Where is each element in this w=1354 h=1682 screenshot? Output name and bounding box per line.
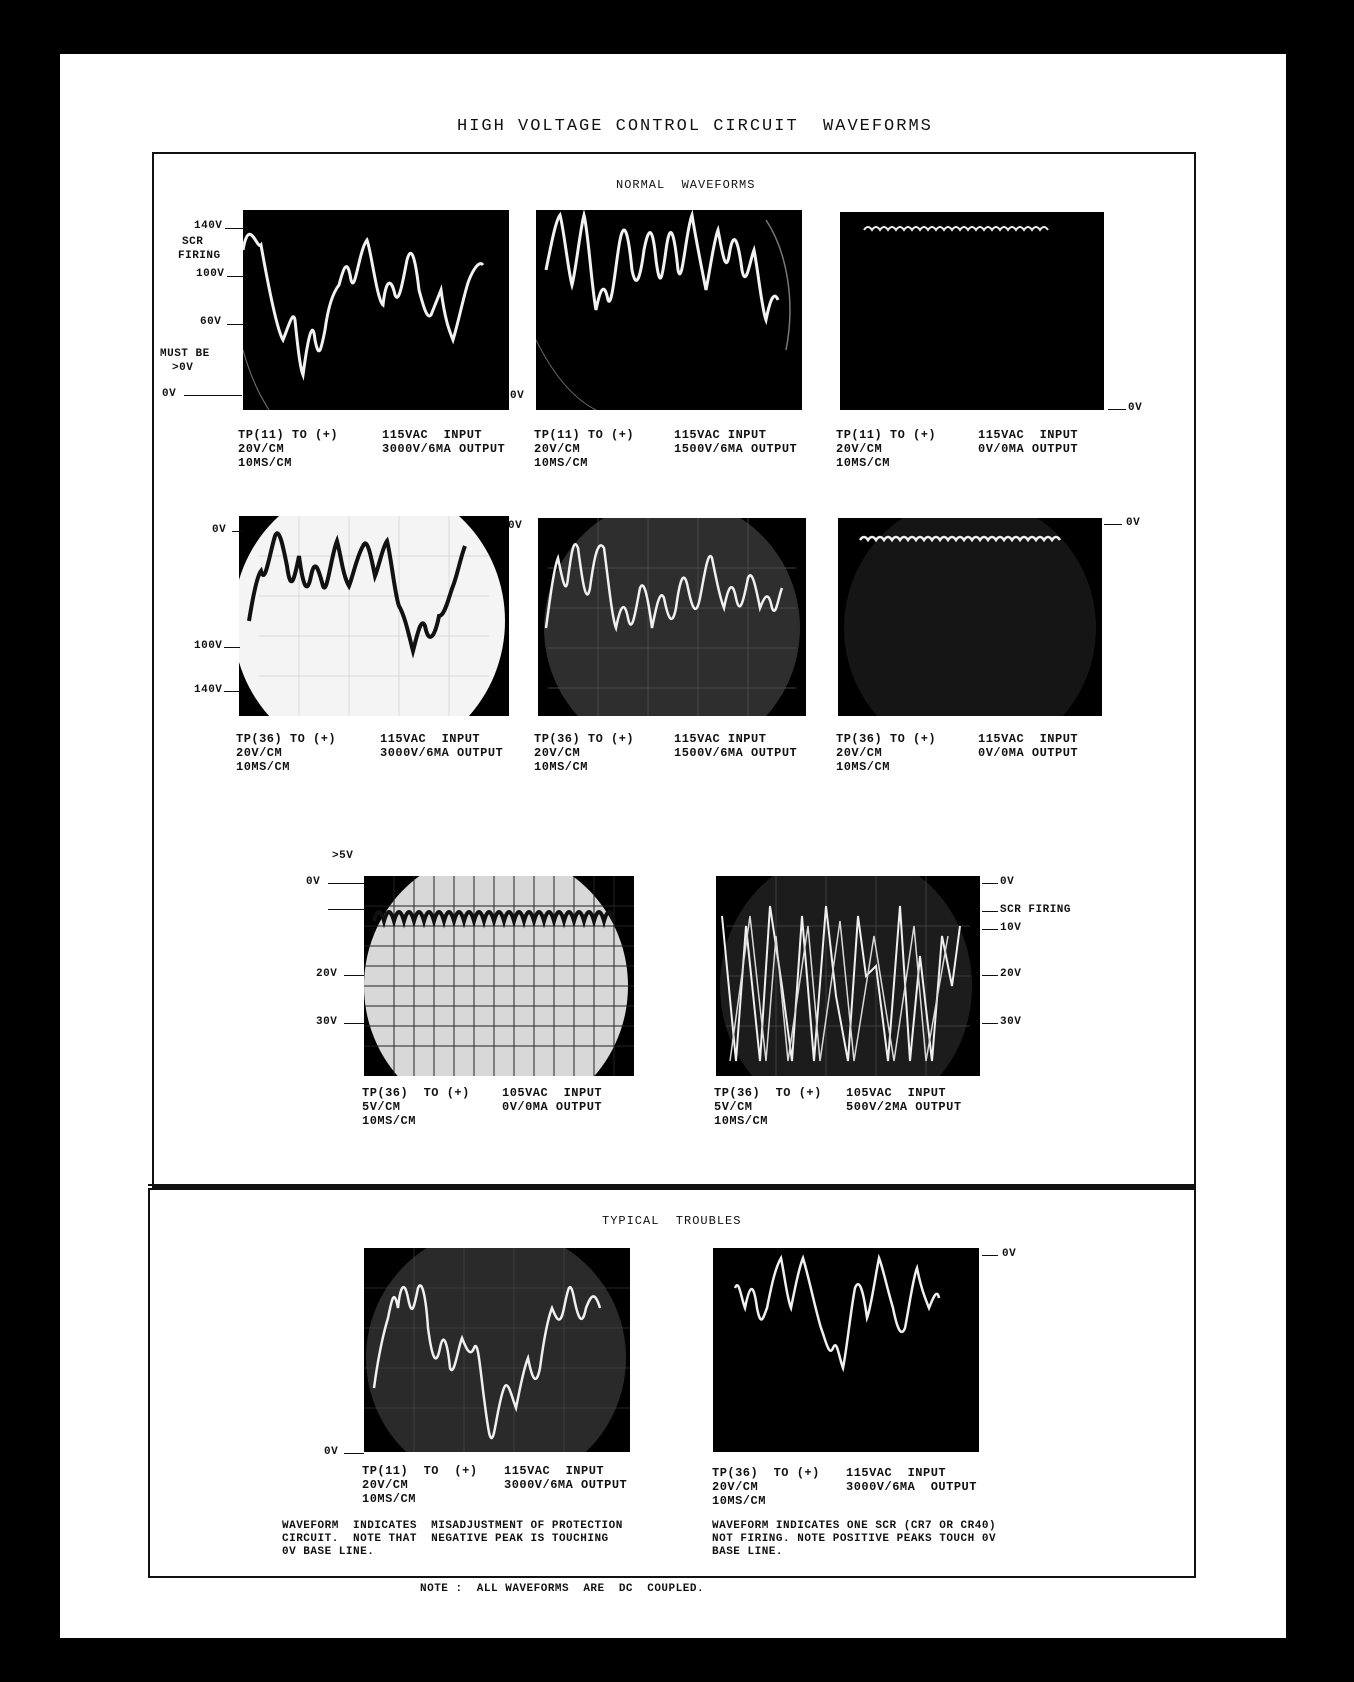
scope8-label-20v: 20V — [1000, 968, 1022, 980]
tick — [224, 691, 240, 692]
scope6-label-0v: 0V — [1126, 517, 1141, 529]
troubles-section-title: TYPICAL TROUBLES — [602, 1214, 742, 1228]
tick — [224, 647, 240, 648]
scope6-caption-left: TP(36) TO (+) 20V/CM 10MS/CM — [836, 732, 937, 774]
document-page — [60, 54, 1286, 1638]
tick — [982, 911, 998, 912]
waveform-trace — [239, 516, 509, 716]
scope8-label-scr-firing: SCR FIRING — [1000, 904, 1072, 916]
normal-section-title: NORMAL WAVEFORMS — [616, 178, 756, 192]
scope8-caption-left: TP(36) TO (+) 5V/CM 10MS/CM — [714, 1086, 822, 1128]
scope1-caption-left: TP(11) TO (+) 20V/CM 10MS/CM — [238, 428, 339, 470]
waveform-trace — [364, 1248, 630, 1452]
scope2-caption-left: TP(11) TO (+) 20V/CM 10MS/CM — [534, 428, 635, 470]
scope8-label-0v: 0V — [1000, 876, 1015, 888]
scope3-caption-left: TP(11) TO (+) 20V/CM 10MS/CM — [836, 428, 937, 470]
scope3-caption-right: 115VAC INPUT 0V/0MA OUTPUT — [978, 428, 1079, 456]
tick — [232, 531, 242, 532]
tick — [184, 395, 242, 396]
scope-waveform-2 — [536, 210, 802, 410]
scope2-label-0v: 0V — [510, 390, 525, 402]
waveform-trace — [364, 876, 634, 1076]
tick — [982, 1255, 998, 1256]
scope5-label-0v: 0V — [508, 520, 523, 532]
scope4-label-100v: 100V — [194, 640, 223, 652]
waveform-trace — [243, 210, 509, 410]
tick — [225, 228, 243, 229]
scope1-label-140v: 140V — [194, 220, 223, 232]
scope1-label-scr: SCR — [182, 236, 204, 248]
scope4-caption-right: 115VAC INPUT 3000V/6MA OUTPUT — [380, 732, 504, 760]
trouble1-caption-right: 115VAC INPUT 3000V/6MA OUTPUT — [504, 1464, 628, 1492]
tick — [1108, 409, 1126, 410]
scope7-label-0v: 0V — [306, 876, 321, 888]
scope7-label-gt-5v: >5V — [332, 850, 354, 862]
tick — [344, 1023, 364, 1024]
scope4-caption-left: TP(36) TO (+) 20V/CM 10MS/CM — [236, 732, 337, 774]
scope8-label-10v: 10V — [1000, 922, 1022, 934]
scope1-label-0v: 0V — [162, 388, 177, 400]
waveform-trace — [716, 876, 980, 1076]
waveform-trace — [536, 210, 802, 410]
scope8-label-30v: 30V — [1000, 1016, 1022, 1028]
scope-waveform-1 — [243, 210, 509, 410]
scope1-caption-right: 115VAC INPUT 3000V/6MA OUTPUT — [382, 428, 506, 456]
trouble1-label-0v: 0V — [324, 1446, 339, 1458]
scope5-caption-left: TP(36) TO (+) 20V/CM 10MS/CM — [534, 732, 635, 774]
scope6-caption-right: 115VAC INPUT 0V/0MA OUTPUT — [978, 732, 1079, 760]
waveform-trace — [840, 212, 1104, 410]
scope4-label-140v: 140V — [194, 684, 223, 696]
scope5-caption-right: 115VAC INPUT 1500V/6MA OUTPUT — [674, 732, 798, 760]
tick — [982, 929, 998, 930]
scope-waveform-8 — [716, 876, 980, 1076]
scope3-label-0v: 0V — [1128, 402, 1143, 414]
trouble2-caption-left: TP(36) TO (+) 20V/CM 10MS/CM — [712, 1466, 820, 1508]
scope2-caption-right: 115VAC INPUT 1500V/6MA OUTPUT — [674, 428, 798, 456]
tick — [1104, 524, 1122, 525]
tick — [328, 883, 364, 884]
scope8-caption-right: 105VAC INPUT 500V/2MA OUTPUT — [846, 1086, 962, 1114]
tick — [227, 276, 243, 277]
tick — [982, 883, 998, 884]
waveform-trace — [538, 518, 806, 716]
scope-waveform-7 — [364, 876, 634, 1076]
trouble1-caption-left: TP(11) TO (+) 20V/CM 10MS/CM — [362, 1464, 478, 1506]
scope7-label-30v: 30V — [316, 1016, 338, 1028]
trouble2-label-0v: 0V — [1002, 1248, 1017, 1260]
waveform-trace — [838, 518, 1102, 716]
section-divider — [148, 1184, 1194, 1186]
tick — [982, 975, 998, 976]
scope1-label-60v: 60V — [200, 316, 222, 328]
scope1-label-must-be: MUST BE — [160, 348, 210, 360]
scope-waveform-5 — [538, 518, 806, 716]
scope-waveform-6 — [838, 518, 1102, 716]
scope1-label-gt-0v: >0V — [172, 362, 194, 374]
scope-waveform-4 — [239, 516, 509, 716]
tick — [227, 324, 243, 325]
trouble2-caption-right: 115VAC INPUT 3000V/6MA OUTPUT — [846, 1466, 977, 1494]
trouble2-note: WAVEFORM INDICATES ONE SCR (CR7 OR CR40) NOT FIRING. NOTE POSITIVE PEAKS TOUCH 0V BASE LINE. — [712, 1520, 997, 1558]
scope1-label-firing: FIRING — [178, 250, 221, 262]
scope4-label-0v: 0V — [212, 524, 227, 536]
waveform-trace — [713, 1248, 979, 1452]
scope-waveform-3 — [840, 212, 1104, 410]
scope7-caption-right: 105VAC INPUT 0V/0MA OUTPUT — [502, 1086, 603, 1114]
page-title: HIGH VOLTAGE CONTROL CIRCUIT WAVEFORMS — [457, 117, 933, 136]
trouble-waveform-1 — [364, 1248, 630, 1452]
scope7-caption-left: TP(36) TO (+) 5V/CM 10MS/CM — [362, 1086, 470, 1128]
trouble-waveform-2 — [713, 1248, 979, 1452]
scope7-label-20v: 20V — [316, 968, 338, 980]
tick — [344, 1453, 364, 1454]
tick — [328, 909, 364, 910]
tick — [344, 975, 364, 976]
tick — [982, 1023, 998, 1024]
footnote: NOTE : ALL WAVEFORMS ARE DC COUPLED. — [420, 1583, 705, 1595]
trouble1-note: WAVEFORM INDICATES MISADJUSTMENT OF PROTECTION CIRCUIT. NOTE THAT NEGATIVE PEAK IS TOUCHING 0V BASE LINE. — [282, 1520, 623, 1558]
scope1-label-100v: 100V — [196, 268, 225, 280]
